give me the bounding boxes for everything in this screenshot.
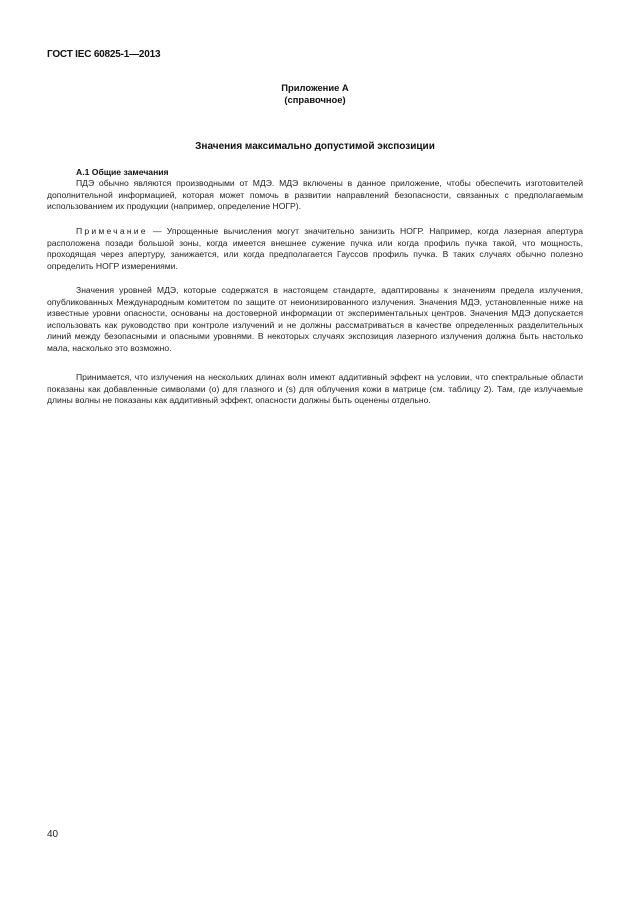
paragraph-mpe-levels: Значения уровней МДЭ, которые содержатся в настоящем стандарте, адаптированы к значениям предела излучения, опубликованных Международным комитетом по защите от неионизированного излучения. Значения МДЭ, установленные ниже на известные уровни опасности, основаны на достоверной информации от экспериментальных центров. Значения МДЭ допускается использовать как руководство при контроле излучений и не должны рассматриваться в качестве определенных разделительных линий между безопасными и опасными уровнями. В некоторых случаях экспозиция лазерного излучения должна быть настолько мала, насколько это возможно. xyxy=(47,285,583,353)
annex-main-heading: Значения максимально допустимой экспозиции xyxy=(195,141,435,152)
note-paragraph xyxy=(47,226,583,272)
annex-title xyxy=(0,82,630,93)
note-text: — Упрощенные вычисления могут значительно занизить НОГР. Например, когда лазерная апертура расположена позади большой зоны, когда имеется внешнее сужение пучка или когда профиль пучка такой, что мощность, проходящая через апертуру, занижается, или когда предполагается Гауссов профиль пучка. В таких случаях обычно полезно определить НОГР измерениями. xyxy=(47,226,583,271)
note-label: Примечание xyxy=(76,226,148,236)
paragraph-additive-effect: Принимается, что излучения на нескольких длинах волн имеют аддитивный эффект на условии, что спектральные области показаны как добавленные символами (о) для глазного и (s) для облучения кожи в матрице (см. таблицу 2). Там, где излучаемые длины волны не показаны как аддитивный эффект, опасности должны быть оценены отдельно. xyxy=(47,372,583,406)
paragraph-intro: ПДЭ обычно являются производными от МДЭ. МДЭ включены в данное приложение, чтобы обеспечить изготовителей дополнительной информацией, которая может помочь в развитии направлений безопасности, связанных с предполагаемым использованием их продукции (например, определение НОГР). xyxy=(47,178,583,212)
annex-subtitle xyxy=(0,94,630,105)
section-heading: А.1 Общие замечания xyxy=(76,167,169,177)
annex-subtitle-text: (справочное) xyxy=(284,94,346,105)
annex-title-text: Приложение А xyxy=(281,82,349,93)
document-code-header: ГОСТ IEC 60825-1—2013 xyxy=(47,49,161,60)
page-number: 40 xyxy=(47,829,59,840)
